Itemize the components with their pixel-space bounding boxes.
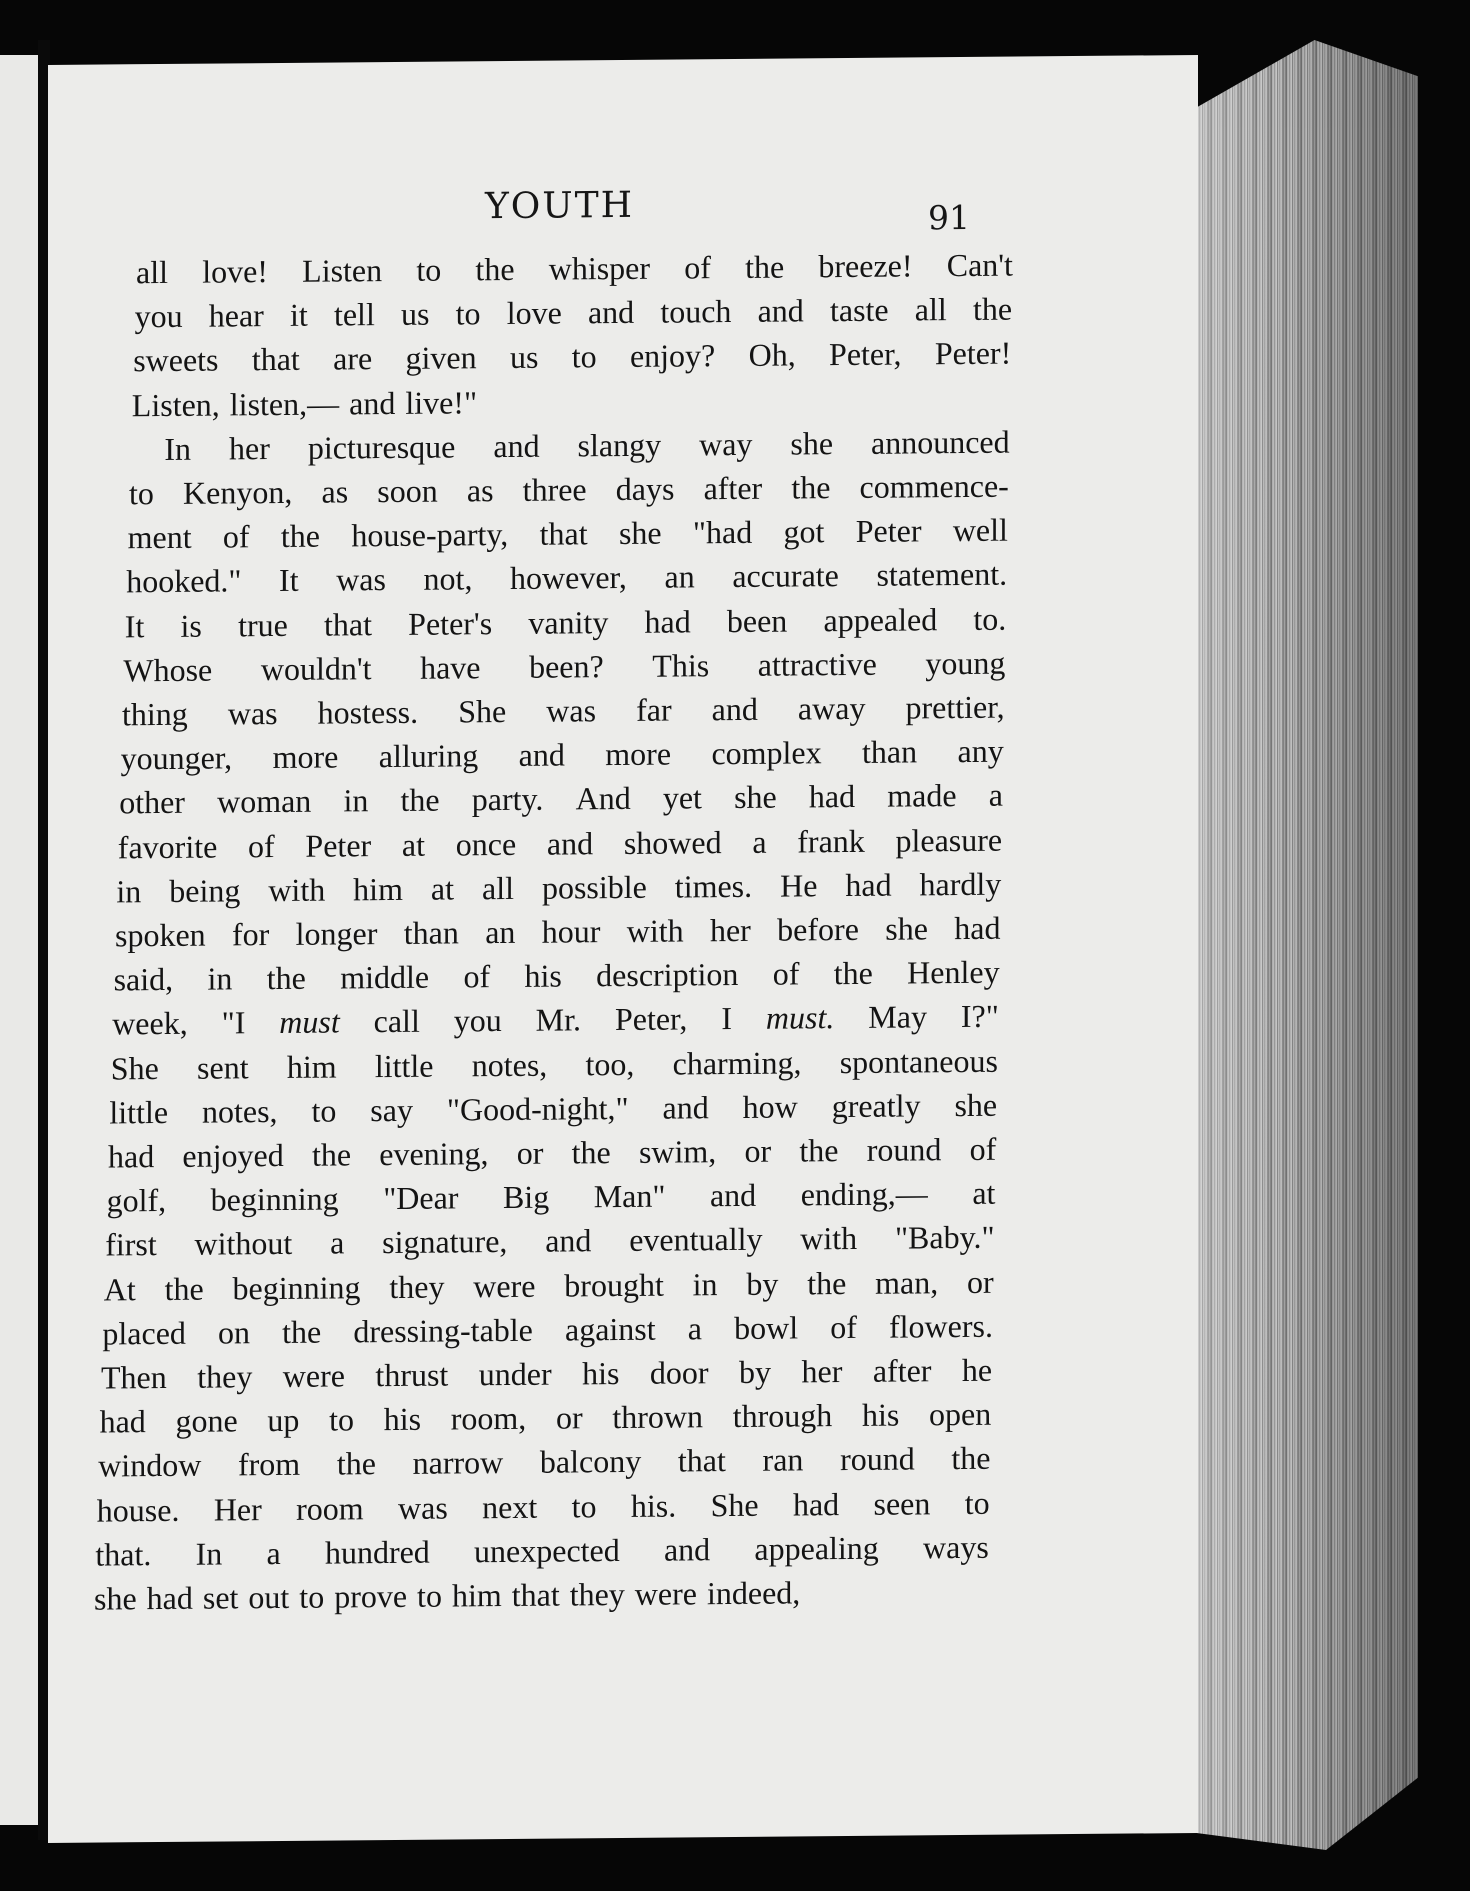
- running-head: YOUTH: [485, 184, 635, 228]
- text-line: said, in the middle of his description of the Henley: [113, 953, 1000, 998]
- text-line: in being with him at all possible times. He had hardly: [116, 865, 1002, 910]
- text-line: younger, more alluring and more complex than any: [120, 732, 1004, 777]
- text-line: you hear it tell us to love and touch and taste all the: [134, 290, 1013, 335]
- text-line: Listen, listen,— and live!": [131, 383, 478, 423]
- text-line: window from the narrow balcony that ran round the: [98, 1440, 991, 1484]
- text-line: week, "I must call you Mr. Peter, I must. May I?": [112, 998, 999, 1042]
- text-line: house. Her room was next to his. She had seen to: [96, 1484, 990, 1529]
- page-number: 91: [928, 197, 970, 238]
- book-page: [48, 55, 1198, 1843]
- text-line: At the beginning they were brought in by the man, or: [103, 1263, 994, 1308]
- text-line: hooked." It was not, however, an accurate statement.: [126, 556, 1008, 600]
- text-line: ment of the house-party, that she "had got Peter well: [127, 511, 1008, 556]
- text-line: It is true that Peter's vanity had been appealed to.: [124, 600, 1007, 644]
- page-header: [48, 180, 1198, 250]
- text-line: Whose wouldn't have been? This attractive young: [123, 644, 1006, 689]
- text-line: favorite of Peter at once and showed a frank pleasure: [117, 821, 1003, 865]
- text-line: little notes, to say "Good-night," and how greatly she: [109, 1086, 998, 1131]
- text-line: had gone up to his room, or thrown through his open: [99, 1395, 992, 1440]
- text-line: first without a signature, and eventually with "Baby.": [105, 1219, 995, 1263]
- text-line: She sent him little notes, too, charming, spontaneous: [110, 1042, 998, 1087]
- text-line: other woman in the party. And yet she had made a: [119, 777, 1003, 821]
- text-line: spoken for longer than an hour with her before she had: [115, 909, 1001, 954]
- text-line: that. In a hundred unexpected and appealing ways: [95, 1528, 989, 1573]
- text-line: had enjoyed the evening, or the swim, or the round of: [108, 1130, 997, 1175]
- text-line: she had set out to prove to him that they were indeed,: [94, 1574, 801, 1617]
- text-line: placed on the dressing-table against a bowl of flowers.: [102, 1307, 993, 1352]
- text-line: all love! Listen to the whisper of the breeze! Can't: [136, 246, 1013, 291]
- text-line: to Kenyon, as soon as three days after the commence-: [129, 467, 1009, 512]
- text-line: golf, beginning "Dear Big Man" and ending,— at: [106, 1174, 996, 1219]
- text-line: In her picturesque and slangy way she announced: [164, 423, 1010, 467]
- text-line: sweets that are given us to enjoy? Oh, Peter, Peter!: [133, 334, 1012, 379]
- text-line: thing was hostess. She was far and away prettier,: [122, 688, 1005, 733]
- facing-page-edge: [0, 55, 38, 1825]
- page-block-edges: [1188, 40, 1418, 1850]
- text-line: Then they were thrust under his door by her after he: [101, 1351, 993, 1396]
